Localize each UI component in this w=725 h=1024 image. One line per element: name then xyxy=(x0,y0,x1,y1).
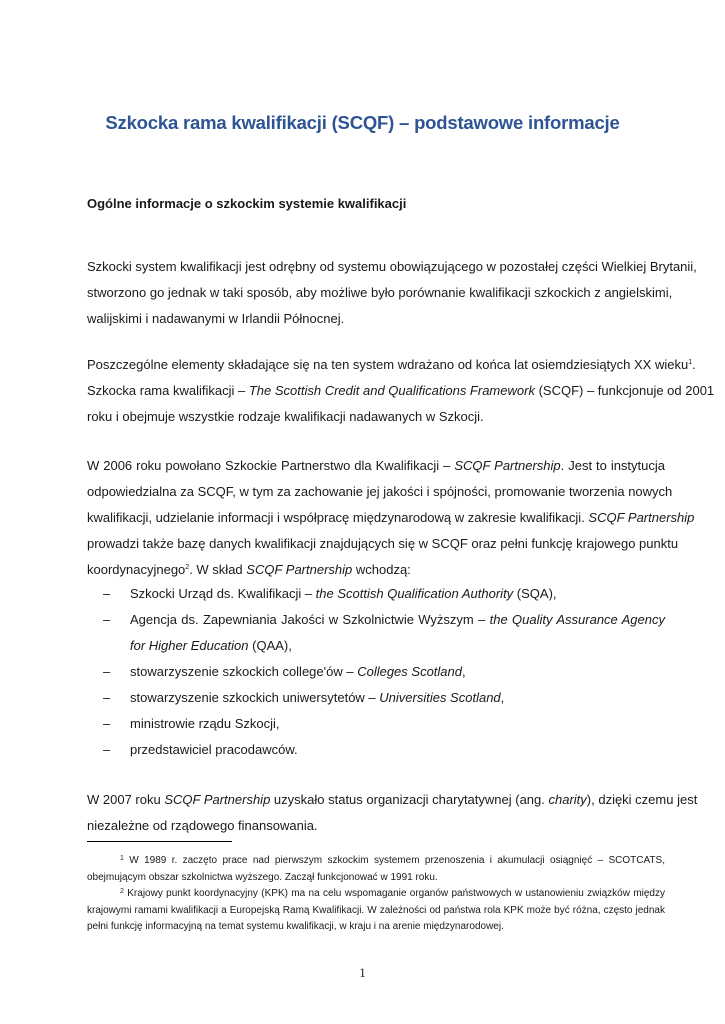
dash-bullet: – xyxy=(103,612,111,627)
footnote-1: $^1$ W 1989 r. zaczęto prace nad pierwszym szkockim systemem przenoszenia i akumulacji osiągnięć – SCOTCATS, obejmującym obszar szkolnictwa wyższego. Zaczął funkcjonować w 1991 roku. xyxy=(87,855,665,883)
list-item: – ministrowie rządu Szkocji, xyxy=(87,711,665,737)
list-item: – Szkocki Urząd ds. Kwalifikacji – the Scottish Qualification Authority (SQA), xyxy=(87,581,665,607)
dash-bullet: – xyxy=(103,586,111,601)
paragraph-line: W 2006 roku powołano Szkockie Partnerstwo dla Kwalifikacji – SCQF Partnership. Jest to instytucja xyxy=(87,458,666,473)
paragraph-line: walijskimi i nadawanymi w Irlandii Północnej. xyxy=(87,311,345,326)
paragraph-4 xyxy=(87,787,698,839)
footnotes xyxy=(87,853,665,936)
paragraph-line: niezależne od rządowego finansowania. xyxy=(87,818,318,833)
paragraph-line: odpowiedzialna za SCQF, w tym za zachowanie jej jakości i spójności, promowanie tworzenia nowych xyxy=(87,484,673,499)
dash-bullet: – xyxy=(103,716,111,731)
members-list xyxy=(87,581,665,763)
list-item: – Agencja ds. Zapewniania Jakości w Szkolnictwie Wyższym – the Quality Assurance Agency for Higher Education (QAA), xyxy=(87,607,665,659)
page-title: Szkocka rama kwalifikacji (SCQF) – podstawowe informacje xyxy=(105,112,620,133)
dash-bullet: – xyxy=(103,690,111,705)
dash-bullet: – xyxy=(103,664,111,679)
paragraph-line: kwalifikacji, udzielanie informacji i współpracę międzynarodową w zakresie kwalifikacji. SCQF Partnership xyxy=(87,510,695,525)
dash-bullet: – xyxy=(103,742,111,757)
paragraph-line: roku i obejmuje wszystkie rodzaje kwalifikacji nadawanych w Szkocji. xyxy=(87,409,484,424)
paragraph-line: prowadzi także bazę danych kwalifikacji znajdujących się w SCQF oraz pełni funkcję krajowego punktu xyxy=(87,536,679,551)
paragraph-1 xyxy=(87,254,697,332)
paragraph-3 xyxy=(87,453,695,583)
list-item: – przedstawiciel pracodawców. xyxy=(87,737,665,763)
footnote-ref-2[interactable]: 2 xyxy=(185,564,190,571)
section-heading: Ogólne informacje o szkockim systemie kwalifikacji xyxy=(87,196,407,211)
page-number: 1 xyxy=(359,965,366,980)
footnote-ref-1[interactable]: 1 xyxy=(688,359,693,366)
list-item: – stowarzyszenie szkockich uniwersytetów – Universities Scotland, xyxy=(87,685,665,711)
footnote-2: $^2$ Krajowy punkt koordynacyjny (KPK) ma na celu wspomaganie organów państwowych w ustanowieniu związków między krajowymi ramami kwalifikacji a Europejską Ramą Kwalifikacji. W zależności od państwa rola KPK może być różna, często jednak pełni funkcję informacyjną na temat systemu kwalifikacji, w kraju i na arenie międzynarodowej. xyxy=(87,888,665,932)
footnote-separator xyxy=(87,841,232,842)
paragraph-line: Poszczególne elementy składające się na ten system wdrażano od końca lat osiemdziesiątych XX wieku$^1$. xyxy=(87,357,696,372)
paragraph-line: W 2007 roku SCQF Partnership uzyskało status organizacji charytatywnej (ang. charity), dzięki czemu jest xyxy=(87,792,698,807)
paragraph-line: Szkocki system kwalifikacji jest odrębny od systemu obowiązującego w pozostałej części Wielkiej Brytanii, xyxy=(87,259,697,274)
list-item: – stowarzyszenie szkockich college'ów – Colleges Scotland, xyxy=(87,659,665,685)
paragraph-line: stworzono go jednak w taki sposób, aby możliwe było porównanie kwalifikacji szkockich z angielskimi, xyxy=(87,285,673,300)
paragraph-line: koordynacyjnego$^2$. W skład SCQF Partnership wchodzą: xyxy=(87,562,411,577)
paragraph-line: Szkocka rama kwalifikacji – The Scottish Credit and Qualifications Framework (SCQF) – funkcjonuje od 2001 xyxy=(87,383,715,398)
paragraph-2 xyxy=(87,352,715,430)
